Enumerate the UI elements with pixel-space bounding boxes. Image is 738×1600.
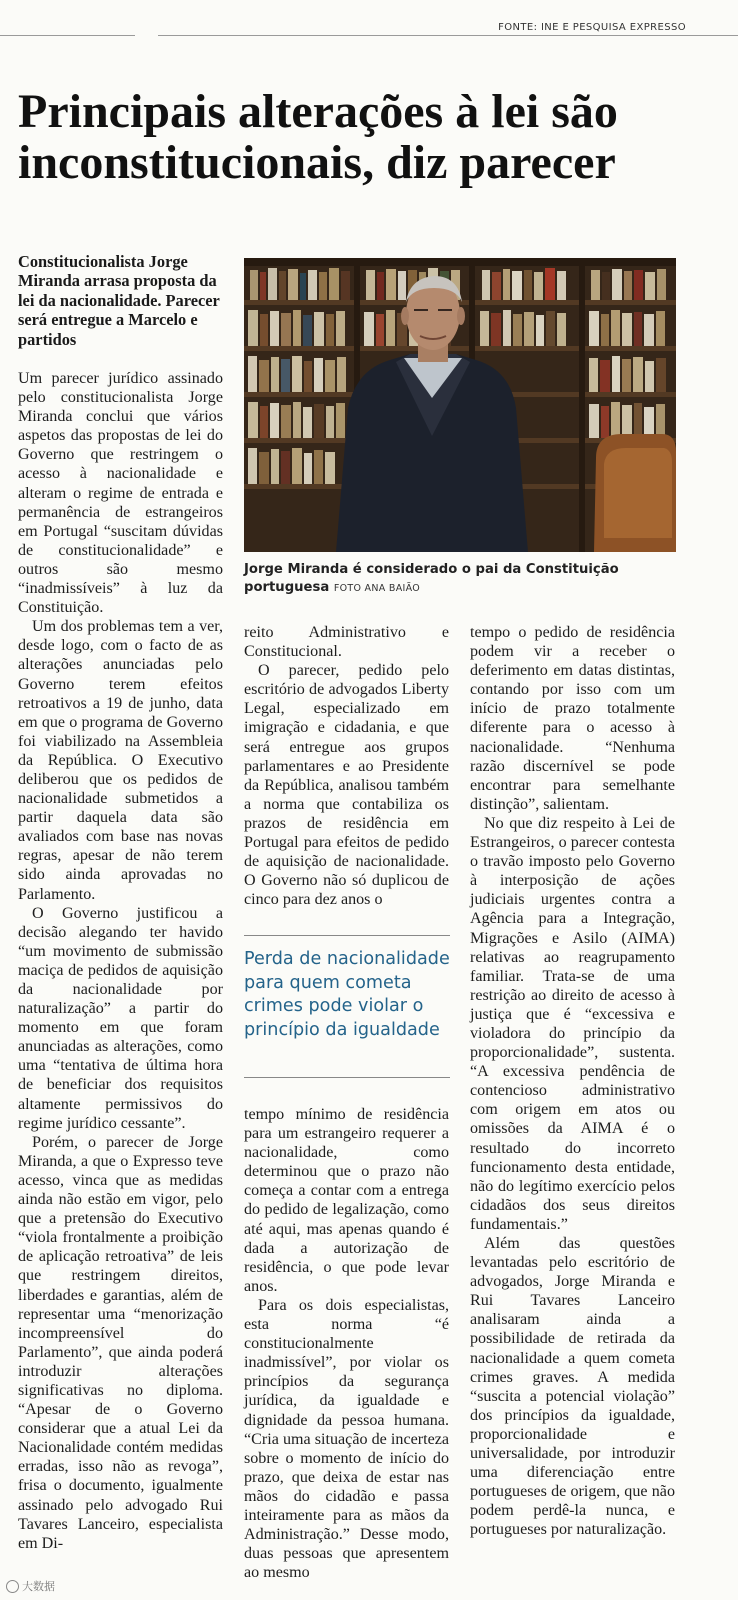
bookshelf-portrait-icon bbox=[244, 258, 676, 552]
top-rule-right bbox=[158, 35, 738, 36]
pullquote-rule-top bbox=[244, 935, 450, 936]
body-paragraph: Um parecer jurídico assinado pelo constitucionalista Jorge Miranda conclui que vários aspetos das propostas de lei do Governo que restringem o acesso à nacionalidade e alteram o regime de entrada e permanência de estrangeiros em Portugal “suscitam dúvidas de constitucionalidade” e outros são mesmo “inadmissíveis” à luz da Constituição. bbox=[18, 370, 223, 617]
body-paragraph: O parecer, pedido pelo escritório de advogados Liberty Legal, especializado em imigração e cidadania, e que será entregue aos grupos parlamentares e ao Presidente da República, analisou também a norma que contabiliza os prazos de residência em Portugal para efeitos de pedido de aquisição de nacionalidade. O Governo não só duplicou de cinco para dez anos o bbox=[244, 662, 449, 909]
body-paragraph: O Governo justificou a decisão alegando ter havido “um movimento de submissão maciça de pedidos de aquisição da nacionalidade por naturalização” a partir do momento em que foram anunciadas as alterações, como uma “tentativa de última hora de beneficiar dos requisitos altamente permissivos do regime jurídico cessante”. bbox=[18, 904, 223, 1132]
body-paragraph: tempo o pedido de residência podem vir a receber o deferimento em datas distintas, contando por isso com um início de prazo totalmente diferente para o acesso à nacionalidade. “Nenhuma razão discernível se pode encontrar para semelhante distinção”, salientam. bbox=[470, 624, 675, 813]
watermark-logo-icon bbox=[6, 1580, 19, 1593]
portrait-photo bbox=[244, 258, 676, 552]
headline: Principais alterações à lei são inconstitucionais, diz parecer bbox=[18, 85, 618, 189]
photo-credit: FOTO ANA BAIÃO bbox=[333, 583, 421, 594]
watermark-text: 大数据 bbox=[22, 1580, 55, 1593]
watermark bbox=[6, 1578, 55, 1594]
caption-text: Jorge Miranda é considerado o pai da Constituição portuguesa bbox=[244, 562, 619, 595]
body-column-2-top bbox=[244, 623, 449, 909]
body-column-2-bottom bbox=[244, 1105, 449, 1582]
body-paragraph: Para os dois especialistas, esta norma “é constitucionalmente inadmissível”, por violar os princípios da segurança jurídica, da igualdade e dignidade da pessoa humana. “Cria uma situação de incerteza sobre o momento de início do prazo, que deixa de estar nas mãos do cidadão e passa inteiramente para as mãos da Administração.” Desse modo, duas pessoas que apresentem ao mesmo bbox=[244, 1296, 449, 1582]
pullquote: Perda de nacionalidade para quem cometa crimes pode violar o princípio da igualdade bbox=[244, 949, 450, 1040]
source-line: FONTE: INE E PESQUISA EXPRESSO bbox=[498, 22, 686, 33]
body-paragraph: Um dos problemas tem a ver, desde logo, com o facto de as alterações anunciadas pelo Governo terem efeitos retroativos a 19 de junho, data em que o programa de Governo foi viabilizado na Assembleia da República. O Executivo deliberou que os pedidos de nacionalidade submetidos a partir daquela data são avaliados com base nas novas regras, apesar de não terem sido ainda aprovadas no Parlamento. bbox=[18, 618, 223, 903]
lead-paragraph: Constitucionalista Jorge Miranda arrasa proposta da lei da nacionalidade. Parecer será entregue a Marcelo e partidos bbox=[18, 252, 220, 349]
body-paragraph: reito Administrativo e Constitucional. bbox=[244, 624, 449, 661]
body-column-3 bbox=[470, 623, 675, 1540]
body-paragraph: tempo mínimo de residência para um estrangeiro requerer a nacionalidade, como determinou que o prazo não começa a contar com a entrega do pedido de legalização, como até aqui, mas apenas quando é dada a autorização de residência, o que pode levar anos. bbox=[244, 1106, 449, 1295]
photo-caption bbox=[244, 561, 684, 598]
pullquote-rule-bottom bbox=[244, 1077, 450, 1078]
body-paragraph: Porém, o parecer de Jorge Miranda, a que o Expresso teve acesso, vinca que as medidas ainda não estão em vigor, pelo que a pretensão do Executivo “viola frontalmente a proibição de aplicação retroativa” de leis que restringem direitos, liberdades e garantias, além de representar uma “menorização incompreensível do Parlamento”, que ainda poderá introduzir alterações significativas no diploma. “Apesar de o Governo considerar que a atual Lei da Nacionalidade contém medidas erradas, isso não as revoga”, frisa o documento, igualmente assinado pelo advogado Rui Tavares Lanceiro, especialista em Di- bbox=[18, 1133, 223, 1552]
top-rule-left bbox=[0, 35, 135, 36]
body-paragraph: No que diz respeito à Lei de Estrangeiros, o parecer contesta o travão imposto pelo Governo à interposição de ações judiciais urgentes contra a Agência para a Integração, Migrações e Asilo (AIMA) relativas ao reagrupamento familiar. Trata-se de uma restrição ao direito de acesso à justiça que é “excessiva e violadora do princípio da proporcionalidade”, sustenta. “A excessiva pendência de contencioso administrativo com origem em atos ou omissões da AIMA é o resultado do incorreto funcionamento desta entidade, não do legítimo exercício pelos cidadãos dos seus direitos fundamentais.” bbox=[470, 814, 675, 1233]
body-column-1 bbox=[18, 369, 223, 1553]
body-paragraph: Além das questões levantadas pelo escritório de advogados, Jorge Miranda e Rui Tavares Lanceiro analisaram ainda a possibilidade de retirada da nacionalidade a quem cometa crimes graves. A medida “suscita a potencial violação” dos princípios da igualdade, proporcionalidade e universalidade, por introduzir uma diferenciação entre portugueses de origem, que não podem perdê-la nunca, e portugueses por naturalização. bbox=[470, 1235, 675, 1539]
